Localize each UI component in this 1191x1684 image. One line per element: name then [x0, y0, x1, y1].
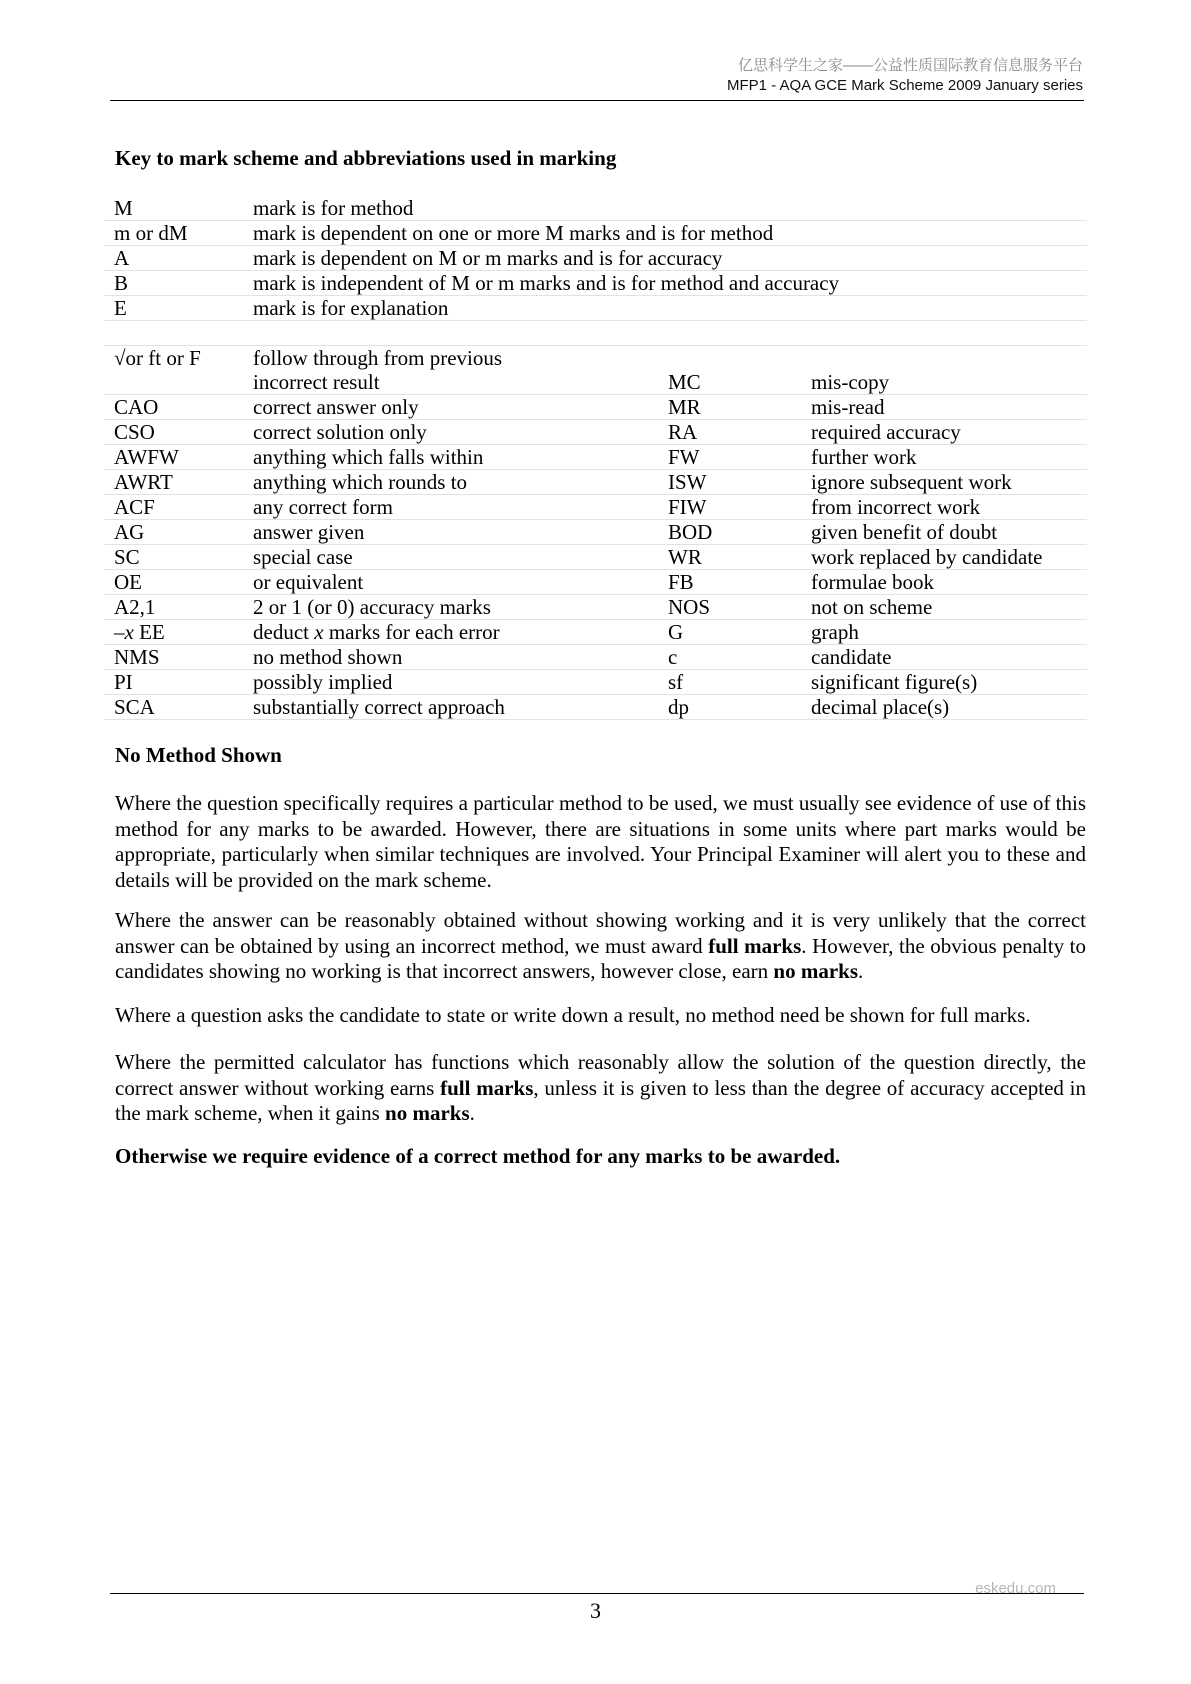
- desc-cell: anything which rounds to: [243, 470, 658, 495]
- table-row: [104, 470, 1087, 495]
- table-row: [104, 545, 1087, 570]
- desc-cell: mis-copy: [801, 346, 1087, 395]
- key-heading: Key to mark scheme and abbreviations used in marking: [115, 146, 617, 170]
- desc-cell: mark is for method: [243, 196, 1087, 221]
- abbr-cell: √or ft or F: [104, 346, 243, 395]
- table-row: [104, 420, 1087, 445]
- desc-cell: mark is independent of M or m marks and is for method and accuracy: [243, 271, 1087, 296]
- abbr-cell: sf: [658, 670, 801, 695]
- desc-cell: correct solution only: [243, 420, 658, 445]
- desc-cell: decimal place(s): [801, 695, 1087, 720]
- table-row: [104, 520, 1087, 545]
- spacer-row: [104, 321, 1087, 346]
- desc-cell: candidate: [801, 645, 1087, 670]
- desc-cell: given benefit of doubt: [801, 520, 1087, 545]
- closing-statement: Otherwise we require evidence of a correct method for any marks to be awarded.: [115, 1144, 841, 1168]
- desc-cell: graph: [801, 620, 1087, 645]
- desc-cell: possibly implied: [243, 670, 658, 695]
- abbr-cell: AWFW: [104, 445, 243, 470]
- abbr-cell: FW: [658, 445, 801, 470]
- desc-cell: required accuracy: [801, 420, 1087, 445]
- abbr-cell: E: [104, 296, 243, 321]
- table-row: [104, 395, 1087, 420]
- abbr-cell: NOS: [658, 595, 801, 620]
- footer-watermark: eskedu.com: [975, 1580, 1056, 1597]
- header-rule: [110, 100, 1084, 101]
- desc-cell: mis-read: [801, 395, 1087, 420]
- table-row: [104, 645, 1087, 670]
- abbr-cell: ACF: [104, 495, 243, 520]
- abbr-cell: c: [658, 645, 801, 670]
- paragraph: Where the answer can be reasonably obtained without showing working and it is very unlikely that the correct answer can be obtained by using an incorrect method, we must award full marks. However, the obvious penalty to candidates showing no working is that incorrect answers, however close, earn no marks.: [115, 908, 1086, 983]
- abbr-cell: FB: [658, 570, 801, 595]
- desc-cell: mark is dependent on M or m marks and is for accuracy: [243, 246, 1087, 271]
- footer-rule: [110, 1593, 1084, 1594]
- desc-cell: substantially correct approach: [243, 695, 658, 720]
- abbr-cell: MR: [658, 395, 801, 420]
- desc-cell: any correct form: [243, 495, 658, 520]
- table-row: [104, 595, 1087, 620]
- desc-cell: significant figure(s): [801, 670, 1087, 695]
- desc-line: follow through from previous: [253, 346, 503, 370]
- desc-cell: further work: [801, 445, 1087, 470]
- table-row: [104, 296, 1087, 321]
- abbr-cell: ISW: [658, 470, 801, 495]
- desc-cell: anything which falls within: [243, 445, 658, 470]
- desc-cell: special case: [243, 545, 658, 570]
- key-table: [104, 196, 1087, 720]
- desc-cell: mark is for explanation: [243, 296, 1087, 321]
- table-row: [104, 196, 1087, 221]
- abbr-cell: AWRT: [104, 470, 243, 495]
- header-watermark-text: 亿思科学生之家——公益性质国际教育信息服务平台: [737, 57, 1083, 74]
- table-row: [104, 495, 1087, 520]
- desc-cell: ignore subsequent work: [801, 470, 1087, 495]
- abbr-cell: G: [658, 620, 801, 645]
- abbr-cell: CSO: [104, 420, 243, 445]
- desc-cell: formulae book: [801, 570, 1087, 595]
- desc-cell: no method shown: [243, 645, 658, 670]
- table-row: [104, 670, 1087, 695]
- desc-cell: correct answer only: [243, 395, 658, 420]
- page-number: 3: [590, 1598, 601, 1623]
- table-row: [104, 271, 1087, 296]
- paragraph: Where a question asks the candidate to state or write down a result, no method need be shown for full marks.: [115, 1003, 1031, 1027]
- table-row: [104, 695, 1087, 720]
- table-row: [104, 246, 1087, 271]
- abbr-cell: RA: [658, 420, 801, 445]
- desc-cell: or equivalent: [243, 570, 658, 595]
- abbr-cell: m or dM: [104, 221, 243, 246]
- abbr-cell: BOD: [658, 520, 801, 545]
- desc-cell: [243, 346, 658, 395]
- abbr-cell: OE: [104, 570, 243, 595]
- abbr-cell: WR: [658, 545, 801, 570]
- abbr-cell: dp: [658, 695, 801, 720]
- desc-cell: mark is dependent on one or more M marks and is for method: [243, 221, 1087, 246]
- table-row: [104, 445, 1087, 470]
- desc-line: incorrect result: [253, 370, 380, 394]
- abbr-cell: M: [104, 196, 243, 221]
- desc-cell: 2 or 1 (or 0) accuracy marks: [243, 595, 658, 620]
- abbr-cell: A: [104, 246, 243, 271]
- desc-cell: work replaced by candidate: [801, 545, 1087, 570]
- desc-cell: answer given: [243, 520, 658, 545]
- abbr-cell: SC: [104, 545, 243, 570]
- abbr-cell: CAO: [104, 395, 243, 420]
- abbr-cell: NMS: [104, 645, 243, 670]
- table-row: [104, 221, 1087, 246]
- desc-cell: from incorrect work: [801, 495, 1087, 520]
- table-row: [104, 346, 1087, 395]
- table-row: [104, 570, 1087, 595]
- abbr-cell: AG: [104, 520, 243, 545]
- desc-cell: not on scheme: [801, 595, 1087, 620]
- abbr-cell: A2,1: [104, 595, 243, 620]
- abbr-cell: FIW: [658, 495, 801, 520]
- desc-cell: deduct x marks for each error: [243, 620, 658, 645]
- table-row: [104, 620, 1087, 645]
- header-document-title: MFP1 - AQA GCE Mark Scheme 2009 January series: [727, 77, 1083, 94]
- abbr-cell: PI: [104, 670, 243, 695]
- abbr-cell: MC: [658, 346, 801, 395]
- abbr-cell: –x EE: [104, 620, 243, 645]
- abbr-cell: SCA: [104, 695, 243, 720]
- paragraph: Where the question specifically requires a particular method to be used, we must usually see evidence of use of this method for any marks to be awarded. However, there are situations in some units where part marks would be appropriate, particularly when similar techniques are involved. Your Principal Examiner will alert you to these and details will be provided on the mark scheme.: [115, 791, 1086, 892]
- abbr-cell: B: [104, 271, 243, 296]
- no-method-shown-heading: No Method Shown: [115, 743, 282, 767]
- paragraph: Where the permitted calculator has functions which reasonably allow the solution of the question directly, the correct answer without working earns full marks, unless it is given to less than the degree of accuracy accepted in the mark scheme, when it gains no marks.: [115, 1050, 1086, 1125]
